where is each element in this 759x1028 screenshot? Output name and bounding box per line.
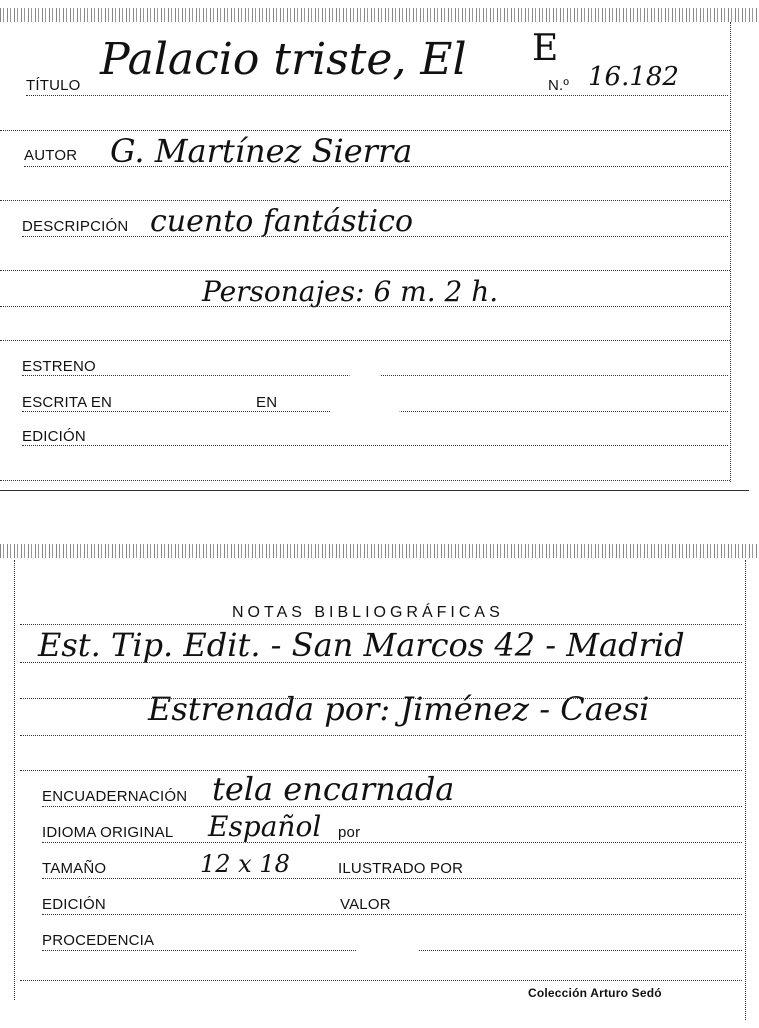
notas-heading: NOTAS BIBLIOGRÁFICAS bbox=[232, 604, 504, 621]
card-edge-top bbox=[0, 544, 759, 558]
note-line-2: Estrenada por: Jiménez - Caesi bbox=[148, 690, 650, 728]
numero-label: N.º bbox=[548, 77, 570, 94]
rule-line bbox=[0, 340, 730, 341]
card-right-border bbox=[745, 560, 746, 1020]
rule-line bbox=[20, 698, 742, 699]
tamano-value: 12 x 18 bbox=[200, 850, 290, 878]
card-right-border bbox=[730, 22, 731, 482]
catalog-card-front bbox=[0, 0, 759, 490]
en-label: EN bbox=[256, 394, 278, 411]
descripcion-value: cuento fantástico bbox=[150, 204, 414, 239]
escrita-en-label: ESCRITA EN bbox=[22, 394, 113, 411]
rule-line bbox=[0, 130, 730, 131]
edicion-line bbox=[22, 445, 728, 446]
card-edge-top bbox=[0, 8, 759, 22]
autor-line bbox=[24, 166, 728, 167]
edicion-label: EDICIÓN bbox=[22, 428, 86, 445]
idioma-value: Español bbox=[208, 810, 322, 843]
estreno-label: ESTRENO bbox=[22, 358, 96, 375]
coleccion-footer: Colección Arturo Sedó bbox=[528, 986, 662, 1000]
edicion2-label: EDICIÓN bbox=[42, 896, 106, 913]
titulo-line bbox=[26, 95, 728, 96]
encuadernacion-value: tela encarnada bbox=[212, 770, 455, 808]
rule-line bbox=[20, 980, 742, 981]
ilustrado-label: ILUSTRADO POR bbox=[338, 860, 464, 877]
idioma-line bbox=[42, 842, 742, 843]
valor-label: VALOR bbox=[340, 896, 391, 913]
erased-blot bbox=[330, 372, 400, 442]
card-bottom-edge bbox=[0, 490, 749, 491]
numero-prefix: E bbox=[532, 28, 559, 69]
tamano-line bbox=[42, 878, 742, 879]
rule-line bbox=[0, 306, 730, 307]
procedencia-label: PROCEDENCIA bbox=[42, 932, 155, 949]
catalog-card-back bbox=[0, 540, 759, 1020]
por-label: por bbox=[338, 824, 361, 841]
card-left-border bbox=[14, 560, 15, 1000]
rule-line bbox=[20, 662, 742, 663]
numero-value: 16.182 bbox=[588, 62, 679, 92]
encuadernacion-label: ENCUADERNACIÓN bbox=[42, 788, 188, 805]
edicion2-line bbox=[42, 914, 742, 915]
erased-blot bbox=[356, 918, 418, 980]
autor-label: AUTOR bbox=[24, 147, 78, 164]
rule-line bbox=[20, 735, 742, 736]
rule-line bbox=[0, 480, 730, 481]
personajes-value: Personajes: 6 m. 2 h. bbox=[202, 275, 499, 308]
descripcion-label: DESCRIPCIÓN bbox=[22, 218, 129, 235]
note-line-1: Est. Tip. Edit. - San Marcos 42 - Madrid bbox=[38, 626, 685, 664]
idioma-label: IDIOMA ORIGINAL bbox=[42, 824, 174, 841]
titulo-value: Palacio triste, El bbox=[100, 34, 467, 85]
titulo-label: TÍTULO bbox=[26, 77, 81, 94]
rule-line bbox=[0, 270, 730, 271]
rule-line bbox=[0, 200, 730, 201]
autor-value: G. Martínez Sierra bbox=[110, 132, 413, 170]
tamano-label: TAMAÑO bbox=[42, 860, 107, 877]
descripcion-line bbox=[22, 236, 728, 237]
encuadernacion-line bbox=[42, 806, 742, 807]
notas-line bbox=[20, 624, 742, 625]
